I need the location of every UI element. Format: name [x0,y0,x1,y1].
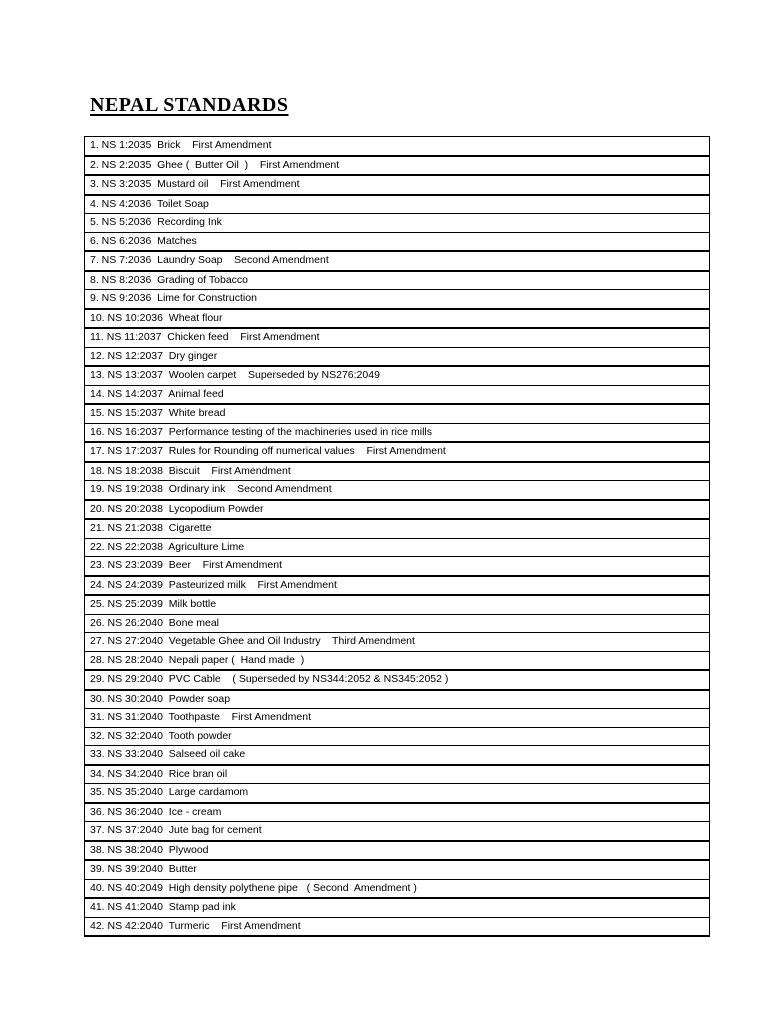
standard-entry: 17. NS 17:2037 Rules for Rounding off numerical values First Amendment [85,442,710,462]
table-row [85,195,710,214]
standard-entry: 4. NS 4:2036 Toilet Soap [85,195,710,214]
standard-entry: 15. NS 15:2037 White bread [85,404,710,423]
standard-entry: 6. NS 6:2036 Matches [85,232,710,251]
table-row [85,727,710,746]
table-row [85,156,710,176]
table-row [85,765,710,784]
table-row [85,423,710,442]
page-title: NEPAL STANDARDS [90,94,289,116]
table-row [85,651,710,670]
table-row [85,670,710,690]
table-row [85,404,710,423]
table-row [85,462,710,481]
standard-entry: 29. NS 29:2040 PVC Cable ( Superseded by NS344:2052 & NS345:2052 ) [85,670,710,690]
table-row [85,137,710,156]
standard-entry: 32. NS 32:2040 Tooth powder [85,727,710,746]
standard-entry: 2. NS 2:2035 Ghee ( Butter Oil ) First Amendment [85,156,710,176]
table-row [85,366,710,385]
standard-entry: 30. NS 30:2040 Powder soap [85,690,710,709]
table-row [85,290,710,309]
table-row [85,576,710,596]
standard-entry: 36. NS 36:2040 Ice - cream [85,803,710,822]
standard-entry: 11. NS 11:2037 Chicken feed First Amendment [85,328,710,347]
table-row [85,175,710,195]
table-row [85,614,710,633]
table-row [85,500,710,520]
standard-entry: 38. NS 38:2040 Plywood [85,841,710,861]
table-row [85,481,710,500]
standard-entry: 13. NS 13:2037 Woolen carpet Superseded by NS276:2049 [85,366,710,385]
table-row [85,803,710,822]
standard-entry: 31. NS 31:2040 Toothpaste First Amendment [85,709,710,728]
standard-entry: 34. NS 34:2040 Rice bran oil [85,765,710,784]
standard-entry: 16. NS 16:2037 Performance testing of the machineries used in rice mills [85,423,710,442]
standard-entry: 7. NS 7:2036 Laundry Soap Second Amendment [85,251,710,271]
standard-entry: 9. NS 9:2036 Lime for Construction [85,290,710,309]
table-row [85,860,710,879]
table-row [85,879,710,898]
table-row [85,328,710,347]
table-row [85,784,710,803]
table-row [85,251,710,271]
table-row [85,309,710,329]
standard-entry: 28. NS 28:2040 Nepali paper ( Hand made ) [85,651,710,670]
table-row [85,595,710,614]
table-row [85,442,710,462]
standard-entry: 12. NS 12:2037 Dry ginger [85,347,710,366]
table-row [85,917,710,936]
standard-entry: 10. NS 10:2036 Wheat flour [85,309,710,329]
table-row [85,690,710,709]
standard-entry: 42. NS 42:2040 Turmeric First Amendment [85,917,710,936]
standard-entry: 3. NS 3:2035 Mustard oil First Amendment [85,175,710,195]
table-row [85,822,710,841]
standard-entry: 35. NS 35:2040 Large cardamom [85,784,710,803]
table-row [85,841,710,861]
standard-entry: 22. NS 22:2038 Agriculture Lime [85,538,710,557]
table-row [85,271,710,290]
standard-entry: 27. NS 27:2040 Vegetable Ghee and Oil Industry Third Amendment [85,633,710,652]
standard-entry: 33. NS 33:2040 Salseed oil cake [85,746,710,765]
standard-entry: 37. NS 37:2040 Jute bag for cement [85,822,710,841]
standard-entry: 20. NS 20:2038 Lycopodium Powder [85,500,710,520]
standard-entry: 24. NS 24:2039 Pasteurized milk First Amendment [85,576,710,596]
standard-entry: 1. NS 1:2035 Brick First Amendment [85,137,710,156]
standard-entry: 23. NS 23:2039 Beer First Amendment [85,557,710,576]
table-row [85,538,710,557]
standard-entry: 26. NS 26:2040 Bone meal [85,614,710,633]
table-row [85,347,710,366]
table-row [85,633,710,652]
standard-entry: 8. NS 8:2036 Grading of Tobacco [85,271,710,290]
standard-entry: 41. NS 41:2040 Stamp pad ink [85,898,710,917]
table-row [85,232,710,251]
standard-entry: 25. NS 25:2039 Milk bottle [85,595,710,614]
standard-entry: 18. NS 18:2038 Biscuit First Amendment [85,462,710,481]
table-row [85,214,710,233]
table-row [85,385,710,404]
standard-entry: 19. NS 19:2038 Ordinary ink Second Amendment [85,481,710,500]
standard-entry: 5. NS 5:2036 Recording Ink [85,214,710,233]
table-row [85,898,710,917]
standard-entry: 39. NS 39:2040 Butter [85,860,710,879]
table-row [85,746,710,765]
table-row [85,709,710,728]
standard-entry: 21. NS 21:2038 Cigarette [85,519,710,538]
standard-entry: 40. NS 40:2049 High density polythene pipe ( Second Amendment ) [85,879,710,898]
table-row [85,519,710,538]
standards-table [84,136,710,937]
table-row [85,557,710,576]
standard-entry: 14. NS 14:2037 Animal feed [85,385,710,404]
